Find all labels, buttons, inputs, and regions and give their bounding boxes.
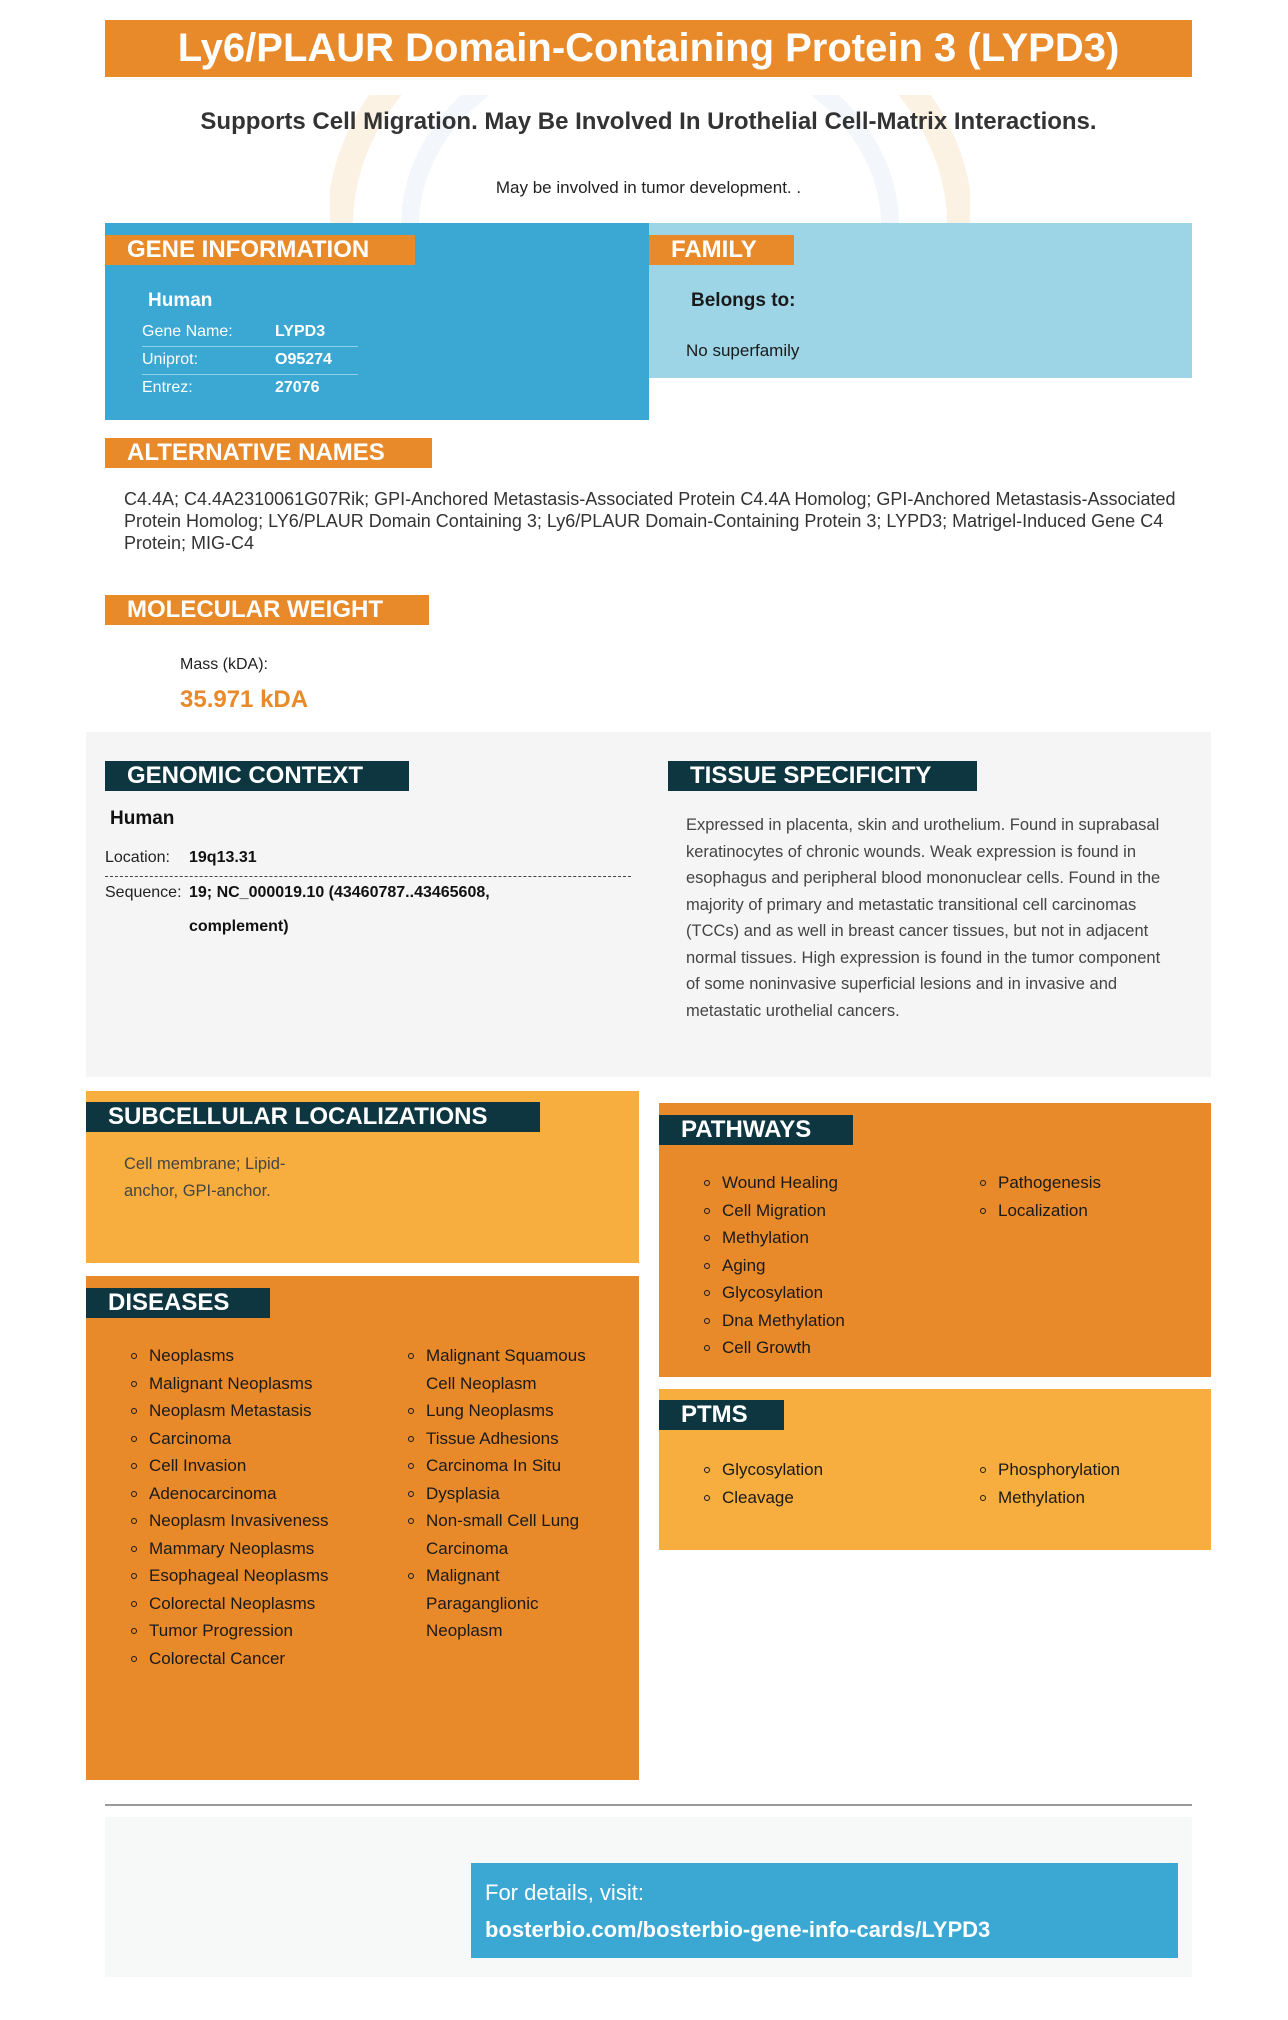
list-item (406, 1562, 631, 1645)
list-item: Neoplasm Invasiveness (129, 1507, 329, 1535)
list-item-line: Non-small Cell Lung (426, 1511, 580, 1530)
page-title: Ly6/PLAUR Domain-Containing Protein 3 (LYPD3) (177, 26, 1120, 70)
subcellular-text-line1: Cell membrane; Lipid- (124, 1155, 286, 1173)
genomic-species: Human (110, 808, 175, 829)
tagline: May be involved in tumor development. . (495, 178, 802, 197)
family-heading: FAMILY (649, 235, 794, 265)
genomic-context-heading: GENOMIC CONTEXT (105, 761, 409, 791)
entrez-value: 27076 (275, 379, 320, 396)
list-item: Colorectal Neoplasms (129, 1590, 329, 1618)
location-label: Location: (105, 849, 170, 866)
list-item: Localization (978, 1197, 1101, 1225)
list-item: Esophageal Neoplasms (129, 1562, 329, 1590)
alternative-names-text: C4.4A; C4.4A2310061G07Rik; GPI-Anchored Metastasis-Associated Protein C4.4A Homolog; GPI-Anchored Metastasis-Associated Protein Homolog; LY6/PLAUR Domain Containing 3; Ly6/PLAUR Domain-Containing Protein 3; LYPD3; Matrigel-Induced Gene C4 Protein; MIG-C4 (124, 489, 1176, 553)
uniprot-row (142, 347, 358, 375)
list-item: Cell Invasion (129, 1452, 329, 1480)
list-item: Mammary Neoplasms (129, 1535, 329, 1563)
list-item: Wound Healing (702, 1169, 845, 1197)
diseases-heading: DISEASES (86, 1288, 270, 1318)
list-item: Aging (702, 1252, 845, 1280)
uniprot-value: O95274 (275, 351, 332, 368)
list-item: Carcinoma In Situ (406, 1452, 631, 1480)
footer-link-box[interactable] (471, 1863, 1178, 1958)
list-item: Neoplasms (129, 1342, 329, 1370)
molecular-weight-heading: MOLECULAR WEIGHT (105, 595, 429, 625)
list-item: Neoplasm Metastasis (129, 1397, 329, 1425)
location-value: 19q13.31 (189, 849, 257, 866)
list-item: Pathogenesis (978, 1169, 1101, 1197)
list-item (406, 1507, 631, 1562)
subcellular-text-line2: anchor, GPI-anchor. (124, 1182, 271, 1200)
list-item-line: Malignant Squamous (426, 1346, 586, 1365)
alternative-names-heading: ALTERNATIVE NAMES (105, 438, 432, 468)
subcellular-heading: SUBCELLULAR LOCALIZATIONS (86, 1102, 540, 1132)
tissue-specificity-text: Expressed in placenta, skin and urothelium. Found in suprabasal keratinocytes of chronic wounds. Weak expression is found in esophagus and peripheral blood mononuclear cells. Found in the majority of primary and metastatic transitional cell carcinomas (TCCs) and as well in breast cancer tissues, but not in adjacent normal tissues. High expression is found in the tumor component of some noninvasive superficial lesions and in invasive and metastatic urothelial cancers. (686, 816, 1161, 1020)
list-item: Colorectal Cancer (129, 1645, 329, 1673)
list-item: Cell Migration (702, 1197, 845, 1225)
page-subtitle: Supports Cell Migration. May Be Involved In Urothelial Cell-Matrix Interactions. (200, 108, 1097, 135)
location-row (105, 846, 631, 877)
entrez-label: Entrez: (142, 379, 193, 396)
mass-label: Mass (kDA): (180, 656, 268, 673)
list-item-line: Cell Neoplasm (426, 1373, 537, 1393)
entrez-row (142, 375, 358, 402)
list-item-line: Carcinoma (426, 1538, 509, 1558)
ptms-heading: PTMS (659, 1400, 784, 1430)
family-belongs-label: Belongs to: (691, 290, 796, 311)
list-item: Methylation (978, 1484, 1120, 1512)
title-banner (105, 20, 1192, 77)
ptms-list-col1 (702, 1456, 823, 1511)
tissue-specificity-heading: TISSUE SPECIFICITY (668, 761, 977, 791)
diseases-list-col1 (129, 1342, 329, 1672)
list-item: Cleavage (702, 1484, 823, 1512)
list-item: Glycosylation (702, 1456, 823, 1484)
gene-info-table (142, 319, 358, 402)
mass-value: 35.971 kDA (180, 686, 309, 713)
list-item: Dna Methylation (702, 1307, 845, 1335)
footer-divider (105, 1804, 1192, 1806)
list-item-line: Paraganglionic (426, 1593, 539, 1613)
sequence-label: Sequence: (105, 884, 182, 901)
list-item (406, 1342, 631, 1397)
list-item: Cell Growth (702, 1334, 845, 1362)
footer-link[interactable]: bosterbio.com/bosterbio-gene-info-cards/LYPD3 (485, 1917, 991, 1942)
list-item: Tissue Adhesions (406, 1425, 631, 1453)
gene-species: Human (148, 290, 213, 311)
list-item: Lung Neoplasms (406, 1397, 631, 1425)
list-item: Tumor Progression (129, 1617, 329, 1645)
list-item: Methylation (702, 1224, 845, 1252)
pathways-heading: PATHWAYS (659, 1115, 853, 1145)
list-item: Dysplasia (406, 1480, 631, 1508)
sequence-value-line1: 19; NC_000019.10 (43460787..43465608, (189, 884, 490, 901)
ptms-list-col2 (978, 1456, 1120, 1511)
family-value: No superfamily (686, 341, 800, 360)
diseases-list-col2 (406, 1342, 631, 1645)
gene-name-row (142, 319, 358, 347)
list-item-line: Neoplasm (426, 1621, 503, 1640)
sequence-value-line2: complement) (189, 918, 289, 935)
list-item: Glycosylation (702, 1279, 845, 1307)
footer-line1: For details, visit: (485, 1880, 644, 1905)
list-item: Malignant Neoplasms (129, 1370, 329, 1398)
pathways-list-col2 (978, 1169, 1101, 1224)
uniprot-label: Uniprot: (142, 351, 199, 368)
list-item-line: Malignant (426, 1566, 500, 1585)
list-item: Adenocarcinoma (129, 1480, 329, 1508)
list-item: Carcinoma (129, 1425, 329, 1453)
pathways-list-col1 (702, 1169, 845, 1362)
gene-name-label: Gene Name: (142, 323, 233, 340)
list-item: Phosphorylation (978, 1456, 1120, 1484)
gene-name-value: LYPD3 (275, 323, 326, 340)
gene-information-heading: GENE INFORMATION (105, 235, 415, 265)
